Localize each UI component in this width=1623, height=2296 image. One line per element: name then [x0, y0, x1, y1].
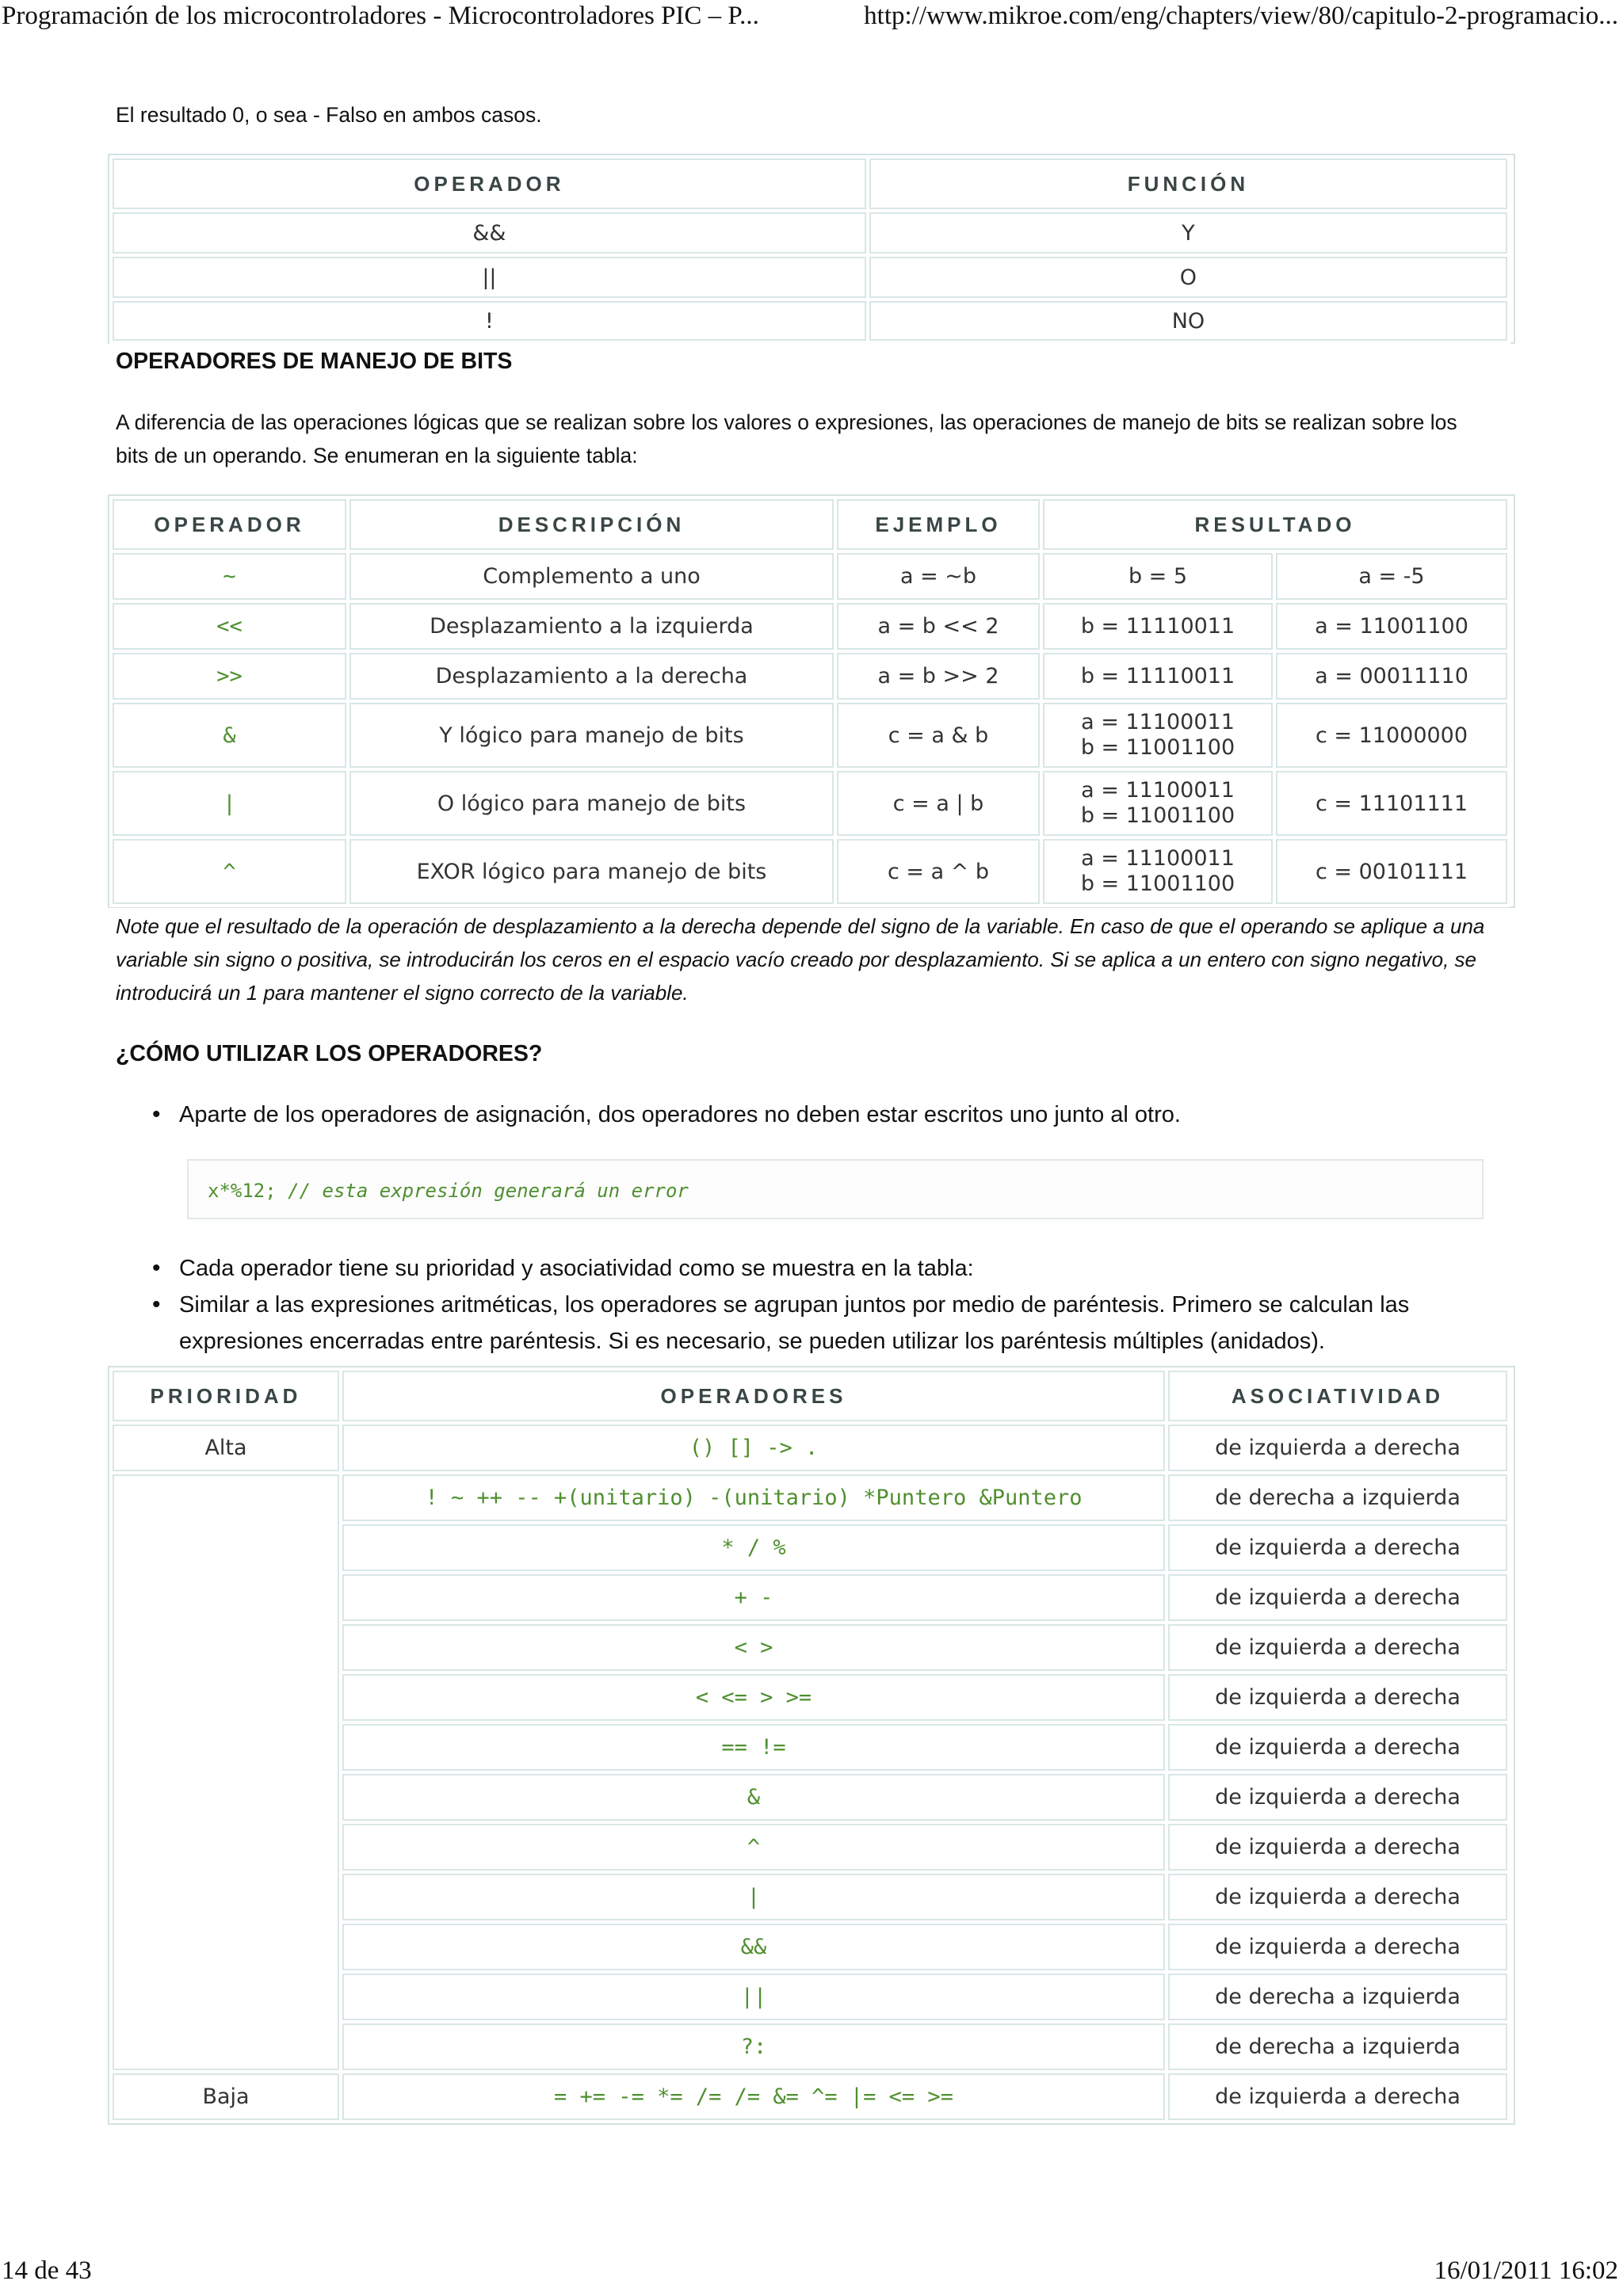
operators-cell: ! ~ ++ -- +(unitario) -(unitario) *Puntero &Puntero [342, 1474, 1165, 1521]
bits-op-cell: | [113, 771, 346, 836]
table-row [113, 553, 1507, 600]
intro-text: El resultado 0, o sea - Falso en ambos casos. [116, 103, 542, 127]
bits-op-cell: >> [113, 653, 346, 700]
associativity-cell: de izquierda a derecha [1168, 1824, 1507, 1871]
operators-cell: & [342, 1774, 1165, 1821]
operators-cell: ?: [342, 2023, 1165, 2070]
operators-cell: == != [342, 1724, 1165, 1771]
bits-operand-cell [1043, 771, 1273, 836]
associativity-cell: de izquierda a derecha [1168, 1674, 1507, 1721]
bits-operand-cell: b = 11110011 [1043, 653, 1273, 700]
associativity-cell: de izquierda a derecha [1168, 1425, 1507, 1471]
operators-cell: || [342, 1974, 1165, 2020]
bits-operand-b: b = 11001100 [1080, 735, 1235, 760]
logic-header-operator: OPERADOR [113, 158, 866, 209]
table-row [113, 703, 1507, 768]
associativity-cell: de izquierda a derecha [1168, 1724, 1507, 1771]
operators-cell: | [342, 1874, 1165, 1920]
operators-cell: ^ [342, 1824, 1165, 1871]
table-row [113, 1474, 1507, 1521]
table-row [113, 771, 1507, 836]
page-number: 14 de 43 [2, 2256, 92, 2285]
bits-example-cell: c = a | b [837, 771, 1040, 836]
logic-function-cell: O [869, 257, 1507, 298]
code-example [187, 1159, 1484, 1219]
usage-heading: ¿CÓMO UTILIZAR LOS OPERADORES? [116, 1041, 543, 1066]
bits-operand-a: a = 11100011 [1081, 846, 1235, 871]
bits-example-cell: c = a & b [837, 703, 1040, 768]
bits-result-cell: a = 00011110 [1276, 653, 1507, 700]
table-row [113, 839, 1507, 904]
bits-description-cell: Y lógico para manejo de bits [349, 703, 834, 768]
associativity-cell: de derecha a izquierda [1168, 1474, 1507, 1521]
bits-description-cell: Complemento a uno [349, 553, 834, 600]
list-item: • Similar a las expresiones aritméticas, los operadores se agrupan juntos por medio de paréntesis. Primero se calculan las expresiones encerradas entre paréntesis. Si es necesario, se pueden utilizar los paréntesis múltiples (anidados). [146, 1287, 1477, 1360]
priority-table [109, 1367, 1510, 2123]
associativity-cell: de izquierda a derecha [1168, 1924, 1507, 1970]
code-comment: // esta expresión generará un error [288, 1180, 689, 1202]
bits-operand-cell: b = 11110011 [1043, 603, 1273, 650]
bits-operand-cell: b = 5 [1043, 553, 1273, 600]
logic-op-cell: && [113, 212, 866, 254]
operators-cell: () [] -> . [342, 1425, 1165, 1471]
priority-empty-cell [113, 1474, 339, 2070]
operators-cell: * / % [342, 1524, 1165, 1571]
print-footer [0, 2256, 1623, 2291]
operators-cell: + - [342, 1574, 1165, 1621]
associativity-cell: de izquierda a derecha [1168, 1524, 1507, 1571]
bits-description-cell: Desplazamiento a la derecha [349, 653, 834, 700]
bits-operand-b: b = 11001100 [1080, 803, 1235, 828]
associativity-cell: de izquierda a derecha [1168, 1624, 1507, 1671]
table-row [113, 603, 1507, 650]
bits-description-cell: O lógico para manejo de bits [349, 771, 834, 836]
logic-op-cell: || [113, 257, 866, 298]
shift-note: Note que el resultado de la operación de desplazamiento a la derecha depende del signo de la variable. En caso de que el operando se aplique a una variable sin signo o positiva, se introducirán los ceros en el espacio vacío creado por desplazamiento. Si se aplica a un entero con signo negativo, se introducirá un 1 para mantener el signo correcto de la variable. [116, 914, 1485, 1005]
bits-operand-cell [1043, 703, 1273, 768]
associativity-cell: de izquierda a derecha [1168, 1574, 1507, 1621]
bits-operand-cell [1043, 839, 1273, 904]
table-row [113, 1425, 1507, 1471]
bits-example-cell: a = ~b [837, 553, 1040, 600]
bits-heading: OPERADORES DE MANEJO DE BITS [116, 349, 513, 374]
page-url: http://www.mikroe.com/eng/chapters/view/80/capitulo-2-programacio... [864, 2, 1618, 30]
operators-header: OPERADORES [342, 1371, 1165, 1421]
priority-low-cell: Baja [113, 2073, 339, 2120]
bits-description-cell: EXOR lógico para manejo de bits [349, 839, 834, 904]
associativity-header: ASOCIATIVIDAD [1168, 1371, 1507, 1421]
bits-header-result: RESULTADO [1043, 499, 1507, 550]
bits-operand-a: a = 11100011 [1081, 710, 1235, 734]
bits-result-cell: c = 11101111 [1276, 771, 1507, 836]
operators-cell: < > [342, 1624, 1165, 1671]
bits-op-cell: << [113, 603, 346, 650]
print-datetime: 16/01/2011 16:02 [1434, 2256, 1618, 2285]
bits-header-operator: OPERADOR [113, 499, 346, 550]
bits-example-cell: a = b >> 2 [837, 653, 1040, 700]
logic-function-cell: NO [869, 301, 1507, 341]
bits-header-description: DESCRIPCIÓN [349, 499, 834, 550]
priority-header: PRIORIDAD [113, 1371, 339, 1421]
bits-operand-b: b = 11001100 [1080, 871, 1235, 896]
bits-op-cell: & [113, 703, 346, 768]
page-title: Programación de los microcontroladores - Microcontroladores PIC – P... [2, 2, 759, 30]
list-item: • Aparte de los operadores de asignación, dos operadores no deben estar escritos uno junto al otro. [146, 1097, 1477, 1133]
logic-operators-table [109, 155, 1510, 344]
bits-op-cell: ~ [113, 553, 346, 600]
table-row [113, 653, 1507, 700]
logic-function-cell: Y [869, 212, 1507, 254]
bits-result-cell: c = 00101111 [1276, 839, 1507, 904]
operators-cell: && [342, 1924, 1165, 1970]
bits-example-cell: a = b << 2 [837, 603, 1040, 650]
table-row [113, 2073, 1507, 2120]
usage-list-1 [146, 1097, 1477, 1133]
operators-cell: = += -= *= /= /= &= ^= |= <= >= [342, 2073, 1165, 2120]
code-expression: x*%12; [208, 1180, 277, 1202]
logic-op-cell: ! [113, 301, 866, 341]
bits-paragraph: A diferencia de las operaciones lógicas que se realizan sobre los valores o expresiones, las operaciones de manejo de bits se realizan sobre los bits de un operando. Se enumeran en la siguiente tabla: [116, 410, 1457, 467]
operators-cell: < <= > >= [342, 1674, 1165, 1721]
associativity-cell: de derecha a izquierda [1168, 1974, 1507, 2020]
priority-high-cell: Alta [113, 1425, 339, 1471]
bits-result-cell: a = 11001100 [1276, 603, 1507, 650]
list-item: • Cada operador tiene su prioridad y asociatividad como se muestra en la tabla: [146, 1250, 1477, 1287]
associativity-cell: de izquierda a derecha [1168, 1774, 1507, 1821]
associativity-cell: de izquierda a derecha [1168, 1874, 1507, 1920]
bits-header-example: EJEMPLO [837, 499, 1040, 550]
logic-header-function: FUNCIÓN [869, 158, 1507, 209]
bits-description-cell: Desplazamiento a la izquierda [349, 603, 834, 650]
bits-result-cell: a = -5 [1276, 553, 1507, 600]
bits-op-cell: ^ [113, 839, 346, 904]
associativity-cell: de izquierda a derecha [1168, 2073, 1507, 2120]
bits-example-cell: c = a ^ b [837, 839, 1040, 904]
bits-result-cell: c = 11000000 [1276, 703, 1507, 768]
usage-list-2 [146, 1250, 1477, 1360]
bit-operators-table [109, 496, 1510, 907]
bits-operand-a: a = 11100011 [1081, 778, 1235, 803]
associativity-cell: de derecha a izquierda [1168, 2023, 1507, 2070]
print-header [0, 2, 1623, 36]
